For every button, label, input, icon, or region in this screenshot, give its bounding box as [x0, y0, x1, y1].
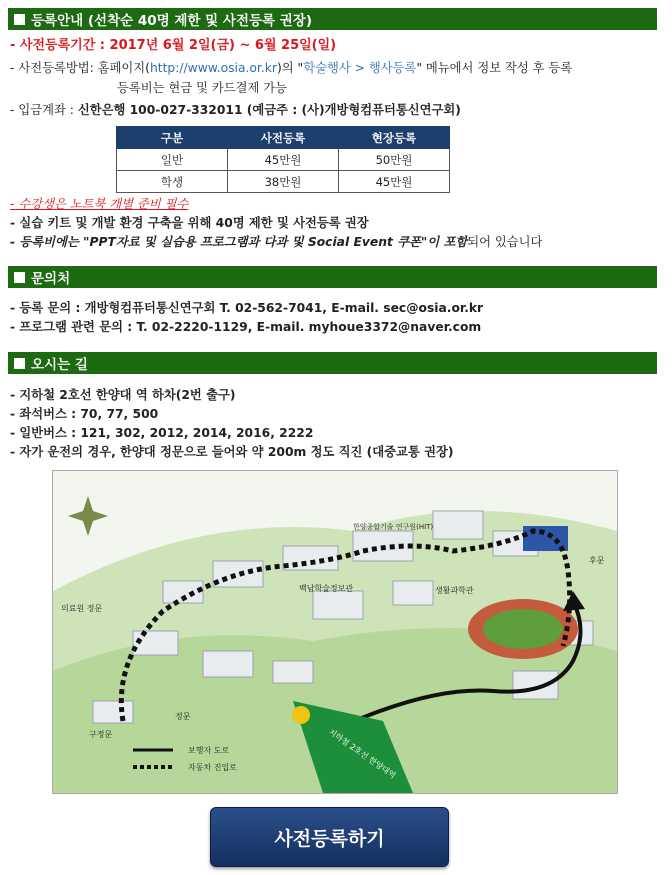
section-bullet-icon [14, 272, 25, 283]
legend-car: 자동차 진입로 [188, 763, 237, 772]
contact-header [8, 266, 657, 288]
payment-methods: 등록비는 현금 및 카드결제 가능 [117, 81, 288, 95]
fee-cell: 38만원 [228, 171, 339, 193]
menu-path-link[interactable]: 학술행사 > 행사등록 [303, 61, 417, 75]
campus-map-illustration [53, 471, 617, 793]
registration-period: - 사전등록기간 : 2017년 6월 2일(금) ~ 6월 25일(일) [10, 38, 337, 53]
fee-cell: 45만원 [339, 171, 450, 193]
map-label: 구정문 [89, 730, 113, 739]
directions-header-text: 오시는 길 [31, 357, 88, 373]
fee-inclusion-tail: 되어 있습니다 [467, 235, 543, 249]
contact-registration: - 등록 문의 : 개방형컴퓨터통신연구회 T. 02-562-7041, E-mail. sec@osia.or.kr [10, 301, 484, 315]
fee-table [116, 126, 450, 193]
fee-inclusion-note [10, 234, 542, 250]
contact-program: - 프로그램 관련 문의 : T. 02-2220-1129, E-mail. myhoue3372@naver.com [10, 320, 482, 334]
fee-header-type: 구분 [117, 127, 228, 149]
map-label: 지하철 2호선 한양대역 [326, 727, 398, 781]
registration-header [8, 8, 657, 30]
section-bullet-icon [14, 358, 25, 369]
directions-seat-bus: - 좌석버스 : 70, 77, 500 [10, 407, 159, 421]
directions-header [8, 352, 657, 374]
bank-account [10, 102, 461, 118]
fee-cell: 50만원 [339, 149, 450, 171]
registration-method [10, 60, 572, 76]
map-label: 의료원 정문 [61, 604, 103, 613]
account-label: - 입금계좌 : [10, 103, 78, 117]
fee-header-pre: 사전등록 [228, 127, 339, 149]
table-row [117, 171, 450, 193]
map-label: 생활과학관 [435, 586, 474, 595]
directions-car: - 자가 운전의 경우, 한양대 정문으로 들어와 약 200m 정도 직진 (대중교통 권장) [10, 445, 454, 459]
fee-cell: 학생 [117, 171, 228, 193]
fee-header-onsite: 현장등록 [339, 127, 450, 149]
limit-note: - 실습 키트 및 개발 환경 구축을 위해 40명 제한 및 사전등록 권장 [10, 216, 369, 230]
section-bullet-icon [14, 14, 25, 25]
laptop-note: - 수강생은 노트북 개별 준비 필수 [10, 197, 189, 211]
homepage-link[interactable]: http://www.osia.or.kr [149, 61, 277, 75]
directions-subway: - 지하철 2호선 한양대 역 하차(2번 출구) [10, 388, 236, 402]
method-mid: )의 " [276, 61, 304, 75]
pre-register-button[interactable]: 사전등록하기 [210, 807, 449, 867]
table-row [117, 149, 450, 171]
map-label: 한양종합기술 연구원(HIT) [353, 523, 434, 531]
campus-map [52, 470, 618, 794]
contact-header-text: 문의처 [31, 271, 71, 287]
compass-icon [68, 496, 108, 536]
registration-header-text: 등록안내 (선착순 40명 제한 및 사전등록 권장) [31, 13, 313, 29]
map-label: 정문 [175, 712, 191, 721]
legend-walk: 보행자 도로 [188, 746, 230, 755]
fee-cell: 일반 [117, 149, 228, 171]
method-prefix: - 사전등록방법: 홈페이지( [10, 61, 150, 75]
directions-city-bus: - 일반버스 : 121, 302, 2012, 2014, 2016, 2222 [10, 426, 314, 440]
fee-cell: 45만원 [228, 149, 339, 171]
subway-icon [292, 706, 310, 724]
map-label: 후문 [589, 556, 605, 565]
map-label: 백남학술정보관 [299, 584, 354, 593]
account-value: 신한은행 100-027-332011 (예금주 : (사)개방형컴퓨터통신연구회) [77, 103, 461, 117]
fee-inclusion-italic: - 등록비에는 "PPT자료 및 실습용 프로그램과 다과 및 Social Event 쿠폰"이 포함 [10, 235, 468, 249]
method-suffix: " 메뉴에서 정보 작성 후 등록 [416, 61, 573, 75]
